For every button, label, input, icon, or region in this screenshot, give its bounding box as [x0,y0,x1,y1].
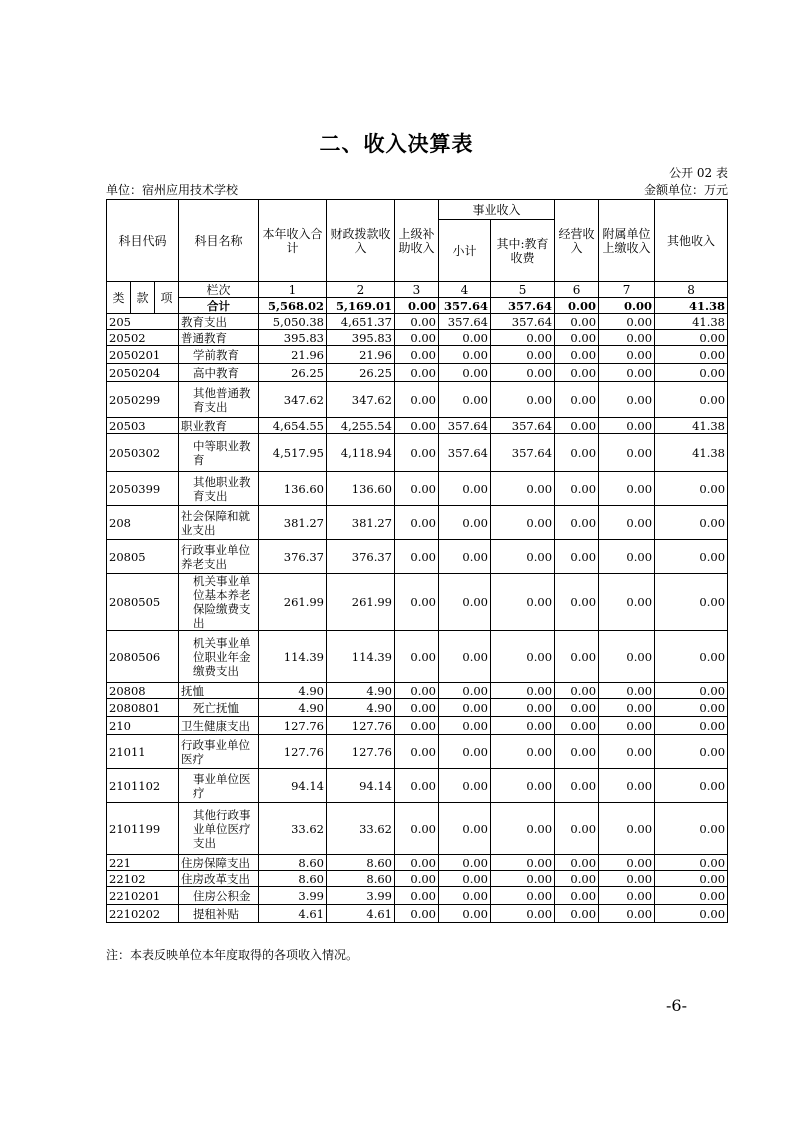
amount-cell: 0.00 [491,506,555,540]
amount-cell: 0.00 [395,683,439,699]
amount-cell: 0.00 [439,887,491,905]
amount-cell: 0.00 [655,769,728,803]
amount-cell: 261.99 [327,574,395,631]
amount-cell: 0.00 [599,871,655,887]
table-row [107,506,728,540]
column-number-row [107,282,728,298]
amount-cell: 0.00 [599,506,655,540]
subject-code: 20805 [107,540,179,574]
amount-cell: 0.00 [395,434,439,472]
subject-code: 2210201 [107,887,179,905]
amount-cell: 0.00 [395,887,439,905]
amount-cell: 4,517.95 [259,434,327,472]
header-total: 本年收入合计 [259,200,327,282]
header-name: 科目名称 [179,200,259,282]
amount-cell: 0.00 [599,330,655,346]
amount-cell: 0.00 [395,472,439,506]
amount-cell: 0.00 [655,735,728,769]
amount-cell: 0.00 [395,631,439,683]
amount-cell: 0.00 [395,699,439,717]
form-number: 公开 02 表 [669,166,728,180]
amount-cell: 41.38 [655,418,728,434]
subject-code: 20502 [107,330,179,346]
header-biz-edu-fee: 其中:教育收费 [491,220,555,282]
amount-cell: 0.00 [655,506,728,540]
amount-cell: 0.00 [599,364,655,382]
table-row [107,574,728,631]
amount-cell: 0.00 [439,631,491,683]
header-affiliate: 附属单位上缴收入 [599,200,655,282]
amount-cell: 0.00 [555,769,599,803]
amount-cell: 0.00 [599,769,655,803]
header-code: 科目代码 [107,200,179,282]
amount-cell: 0.00 [439,699,491,717]
amount-cell: 0.00 [555,472,599,506]
page-title: 二、收入决算表 [319,132,474,156]
amount-cell: 0.00 [655,330,728,346]
table-row [107,887,728,905]
amount-cell: 0.00 [491,364,555,382]
header-row-1 [107,200,728,220]
amount-cell: 0.00 [491,905,555,923]
amount-cell: 0.00 [395,855,439,871]
subject-name: 住房公积金 [179,887,259,905]
amount-cell: 0.00 [599,434,655,472]
amount-cell: 136.60 [259,472,327,506]
table-row [107,683,728,699]
subject-code: 21011 [107,735,179,769]
total-label: 合计 [179,298,259,314]
amount-cell: 0.00 [491,574,555,631]
table-note: 注：本表反映单位本年度取得的各项收入情况。 [106,948,359,962]
amount-cell: 8.60 [259,871,327,887]
amount-cell: 0.00 [439,472,491,506]
amount-cell: 357.64 [439,418,491,434]
subject-name: 普通教育 [179,330,259,346]
subject-code: 2050299 [107,382,179,418]
amount-cell: 8.60 [259,855,327,871]
amount-cell: 0.00 [555,540,599,574]
subject-code: 2080506 [107,631,179,683]
amount-cell: 4.61 [327,905,395,923]
subject-name: 行政事业单位养老支出 [179,540,259,574]
subject-code: 2080505 [107,574,179,631]
amount-cell: 0.00 [555,434,599,472]
amount-cell: 0.00 [555,871,599,887]
header-biz: 事业收入 [439,200,555,220]
amount-cell: 0.00 [555,631,599,683]
amount-cell: 4,255.54 [327,418,395,434]
amount-cell: 0.00 [555,887,599,905]
amount-cell: 0.00 [555,735,599,769]
amount-cell: 0.00 [395,506,439,540]
amount-cell: 4,654.55 [259,418,327,434]
amount-cell: 114.39 [259,631,327,683]
amount-cell: 0.00 [439,905,491,923]
table-row [107,364,728,382]
amount-cell: 0.00 [439,717,491,735]
amount-cell: 0.00 [655,887,728,905]
amount-cell: 395.83 [259,330,327,346]
amount-cell: 0.00 [395,905,439,923]
total-value: 357.64 [491,298,555,314]
total-value: 5,169.01 [327,298,395,314]
subject-code: 20503 [107,418,179,434]
amount-cell: 0.00 [599,699,655,717]
subject-name: 卫生健康支出 [179,717,259,735]
amount-cell: 0.00 [395,735,439,769]
amount-cell: 33.62 [259,803,327,855]
amount-cell: 0.00 [599,382,655,418]
subject-code: 208 [107,506,179,540]
subject-code: 2080801 [107,699,179,717]
subject-name: 住房保障支出 [179,855,259,871]
amount-cell: 0.00 [395,803,439,855]
amount-cell: 0.00 [655,540,728,574]
amount-cell: 4.90 [327,683,395,699]
amount-cell: 0.00 [491,871,555,887]
subject-name: 行政事业单位医疗 [179,735,259,769]
amount-cell: 0.00 [599,717,655,735]
amount-cell: 0.00 [655,346,728,364]
subject-name: 提租补贴 [179,905,259,923]
table-row [107,330,728,346]
amount-cell: 0.00 [491,346,555,364]
amount-cell: 0.00 [655,905,728,923]
subject-name: 死亡抚恤 [179,699,259,717]
amount-cell: 21.96 [327,346,395,364]
amount-cell: 33.62 [327,803,395,855]
subject-name: 中等职业教育 [179,434,259,472]
amount-cell: 0.00 [599,472,655,506]
subject-name: 其他普通教育支出 [179,382,259,418]
amount-cell: 381.27 [259,506,327,540]
subject-code: 20808 [107,683,179,699]
amount-cell: 4,118.94 [327,434,395,472]
subject-name: 住房改革支出 [179,871,259,887]
table-row [107,735,728,769]
amount-cell: 3.99 [327,887,395,905]
amount-cell: 0.00 [555,330,599,346]
amount-cell: 0.00 [655,699,728,717]
total-value: 0.00 [395,298,439,314]
amount-cell: 0.00 [599,855,655,871]
amount-cell: 0.00 [555,506,599,540]
table-row [107,855,728,871]
amount-cell: 0.00 [599,803,655,855]
amount-cell: 0.00 [439,346,491,364]
amount-cell: 0.00 [395,769,439,803]
amount-cell: 0.00 [439,855,491,871]
amount-cell: 0.00 [491,382,555,418]
amount-cell: 41.38 [655,434,728,472]
amount-cell: 0.00 [491,769,555,803]
amount-cell: 0.00 [439,506,491,540]
table-row [107,717,728,735]
subject-code: 2050201 [107,346,179,364]
amount-cell: 0.00 [599,887,655,905]
amount-cell: 357.64 [439,434,491,472]
amount-cell: 0.00 [491,887,555,905]
income-final-account-table [106,199,728,923]
subject-name: 学前教育 [179,346,259,364]
col-num: 6 [555,282,599,298]
amount-cell: 0.00 [491,631,555,683]
amount-cell: 0.00 [395,418,439,434]
amount-cell: 0.00 [491,540,555,574]
amount-cell: 0.00 [395,330,439,346]
amount-cell: 0.00 [599,314,655,330]
table-row [107,314,728,330]
subject-name: 抚恤 [179,683,259,699]
subject-code: 22102 [107,871,179,887]
header-fiscal: 财政拨款收入 [327,200,395,282]
amount-cell: 0.00 [655,382,728,418]
amount-cell: 0.00 [655,717,728,735]
subject-name: 高中教育 [179,364,259,382]
col-num: 4 [439,282,491,298]
amount-cell: 376.37 [327,540,395,574]
amount-cell: 0.00 [439,574,491,631]
header-kuan: 款 [131,282,155,314]
amount-cell: 357.64 [491,314,555,330]
amount-cell: 0.00 [555,418,599,434]
amount-unit-label: 金额单位：万元 [643,183,728,197]
amount-cell: 0.00 [599,683,655,699]
amount-cell: 0.00 [491,803,555,855]
amount-cell: 127.76 [327,735,395,769]
amount-cell: 8.60 [327,871,395,887]
amount-cell: 0.00 [599,540,655,574]
subject-code: 221 [107,855,179,871]
amount-cell: 0.00 [439,871,491,887]
amount-cell: 0.00 [655,574,728,631]
amount-cell: 381.27 [327,506,395,540]
amount-cell: 0.00 [439,803,491,855]
total-row [107,298,728,314]
amount-cell: 0.00 [439,364,491,382]
amount-cell: 357.64 [491,418,555,434]
header-lanci: 栏次 [179,282,259,298]
amount-cell: 0.00 [439,735,491,769]
amount-cell: 261.99 [259,574,327,631]
col-num: 3 [395,282,439,298]
amount-cell: 0.00 [555,574,599,631]
table-row [107,631,728,683]
amount-cell: 347.62 [259,382,327,418]
amount-cell: 26.25 [259,364,327,382]
amount-cell: 127.76 [259,735,327,769]
amount-cell: 0.00 [555,683,599,699]
amount-cell: 4,651.37 [327,314,395,330]
amount-cell: 0.00 [491,472,555,506]
amount-cell: 0.00 [599,346,655,364]
subject-name: 其他行政事业单位医疗支出 [179,803,259,855]
subject-name: 事业单位医疗 [179,769,259,803]
amount-cell: 0.00 [395,314,439,330]
amount-cell: 0.00 [491,699,555,717]
header-other: 其他收入 [655,200,728,282]
amount-cell: 0.00 [599,735,655,769]
amount-cell: 136.60 [327,472,395,506]
amount-cell: 376.37 [259,540,327,574]
subject-code: 205 [107,314,179,330]
subject-code: 2210202 [107,905,179,923]
amount-cell: 0.00 [491,330,555,346]
page-number: -6- [666,996,687,1015]
amount-cell: 0.00 [395,574,439,631]
amount-cell: 0.00 [599,574,655,631]
col-num: 7 [599,282,655,298]
amount-cell: 0.00 [395,382,439,418]
total-value: 0.00 [599,298,655,314]
subject-name: 机关事业单位职业年金缴费支出 [179,631,259,683]
col-num: 1 [259,282,327,298]
col-num: 2 [327,282,395,298]
amount-cell: 26.25 [327,364,395,382]
amount-cell: 0.00 [599,631,655,683]
table-row [107,699,728,717]
header-xiang: 项 [155,282,179,314]
amount-cell: 0.00 [555,855,599,871]
amount-cell: 0.00 [439,540,491,574]
amount-cell: 4.90 [259,683,327,699]
amount-cell: 0.00 [555,803,599,855]
table-row [107,472,728,506]
col-num: 5 [491,282,555,298]
subject-code: 2050204 [107,364,179,382]
table-row [107,540,728,574]
unit-label: 单位：宿州应用技术学校 [106,183,239,197]
subject-name: 机关事业单位基本养老保险缴费支出 [179,574,259,631]
total-value: 41.38 [655,298,728,314]
subject-name: 职业教育 [179,418,259,434]
amount-cell: 0.00 [599,905,655,923]
amount-cell: 127.76 [327,717,395,735]
table-row [107,905,728,923]
amount-cell: 0.00 [555,364,599,382]
amount-cell: 0.00 [491,855,555,871]
subject-name: 教育支出 [179,314,259,330]
amount-cell: 0.00 [395,346,439,364]
table-row [107,418,728,434]
amount-cell: 94.14 [327,769,395,803]
amount-cell: 0.00 [439,683,491,699]
total-value: 357.64 [439,298,491,314]
table-row [107,871,728,887]
amount-cell: 0.00 [655,472,728,506]
amount-cell: 0.00 [555,382,599,418]
amount-cell: 0.00 [395,717,439,735]
header-biz-subtotal: 小计 [439,220,491,282]
amount-cell: 0.00 [655,364,728,382]
amount-cell: 0.00 [555,314,599,330]
amount-cell: 0.00 [555,717,599,735]
amount-cell: 4.90 [327,699,395,717]
total-value: 0.00 [555,298,599,314]
amount-cell: 0.00 [655,855,728,871]
amount-cell: 0.00 [655,803,728,855]
amount-cell: 0.00 [395,871,439,887]
amount-cell: 357.64 [491,434,555,472]
subject-code: 210 [107,717,179,735]
amount-cell: 347.62 [327,382,395,418]
table-row [107,434,728,472]
amount-cell: 0.00 [395,364,439,382]
amount-cell: 0.00 [599,418,655,434]
header-operating: 经营收入 [555,200,599,282]
amount-cell: 3.99 [259,887,327,905]
subject-code: 2050399 [107,472,179,506]
amount-cell: 0.00 [491,735,555,769]
subject-code: 2101199 [107,803,179,855]
amount-cell: 4.61 [259,905,327,923]
amount-cell: 0.00 [555,699,599,717]
amount-cell: 0.00 [655,631,728,683]
amount-cell: 8.60 [327,855,395,871]
subject-code: 2101102 [107,769,179,803]
amount-cell: 0.00 [491,683,555,699]
amount-cell: 357.64 [439,314,491,330]
amount-cell: 395.83 [327,330,395,346]
subject-code: 2050302 [107,434,179,472]
amount-cell: 0.00 [555,905,599,923]
table-row [107,382,728,418]
amount-cell: 127.76 [259,717,327,735]
table-row [107,346,728,364]
total-value: 5,568.02 [259,298,327,314]
amount-cell: 0.00 [439,382,491,418]
amount-cell: 94.14 [259,769,327,803]
amount-cell: 0.00 [439,330,491,346]
subject-name: 其他职业教育支出 [179,472,259,506]
amount-cell: 5,050.38 [259,314,327,330]
amount-cell: 0.00 [655,683,728,699]
header-upper: 上级补助收入 [395,200,439,282]
amount-cell: 0.00 [655,871,728,887]
header-lei: 类 [107,282,131,314]
amount-cell: 4.90 [259,699,327,717]
amount-cell: 114.39 [327,631,395,683]
amount-cell: 41.38 [655,314,728,330]
amount-cell: 0.00 [439,769,491,803]
amount-cell: 0.00 [491,717,555,735]
amount-cell: 0.00 [555,346,599,364]
col-num: 8 [655,282,728,298]
amount-cell: 21.96 [259,346,327,364]
amount-cell: 0.00 [395,540,439,574]
table-row [107,769,728,803]
subject-name: 社会保障和就业支出 [179,506,259,540]
table-row [107,803,728,855]
